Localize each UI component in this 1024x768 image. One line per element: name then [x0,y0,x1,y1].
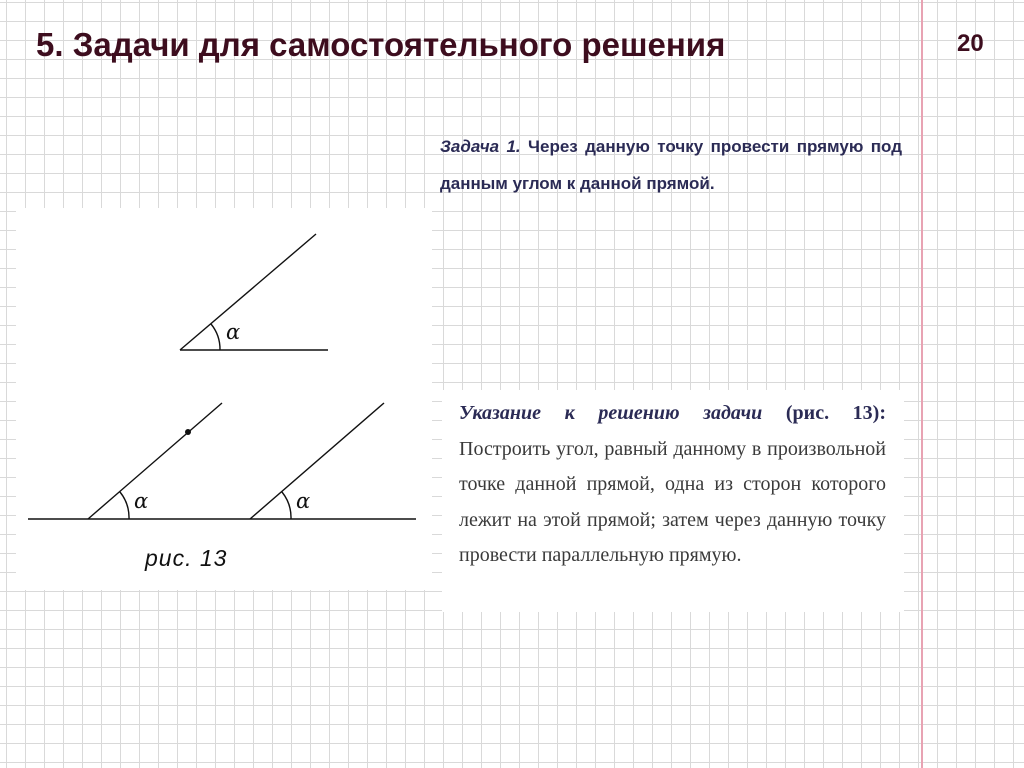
constructed-angle-side [250,403,384,519]
figure-drawing [16,208,432,590]
hint-figure-ref: (рис. 13): [785,402,887,424]
given-angle-side-line [180,234,316,350]
hint-label: Указание к решению задачи [459,402,763,424]
first-angle-arc [120,492,129,519]
construction [28,403,416,519]
hint-text: Построить угол, равный данному в произвольной точке данной прямой, одна из сторон которого лежит на этой прямой; затем через данную точку провести параллельную прямую. [459,437,886,566]
task-text: Через данную точку провести прямую под данным углом к данной прямой. [440,137,902,193]
slide-title: 5. Задачи для самостоятельного решения [36,26,726,63]
given-angle-arc [211,324,220,350]
task-statement [440,128,902,202]
first-angle-label: α [134,489,149,513]
figure-13 [16,208,432,590]
given-angle-label: α [226,320,241,344]
parallel-line [88,403,222,519]
figure-caption: рис. 13 [145,545,228,571]
second-angle-arc [282,492,291,519]
second-angle-label: α [296,489,311,513]
given-point [185,429,191,435]
task-label: Задача 1. [440,137,521,156]
hint-paragraph [459,396,886,574]
given-angle [180,234,328,350]
page-number: 20 [957,30,984,57]
notebook-margin-line [921,0,923,768]
